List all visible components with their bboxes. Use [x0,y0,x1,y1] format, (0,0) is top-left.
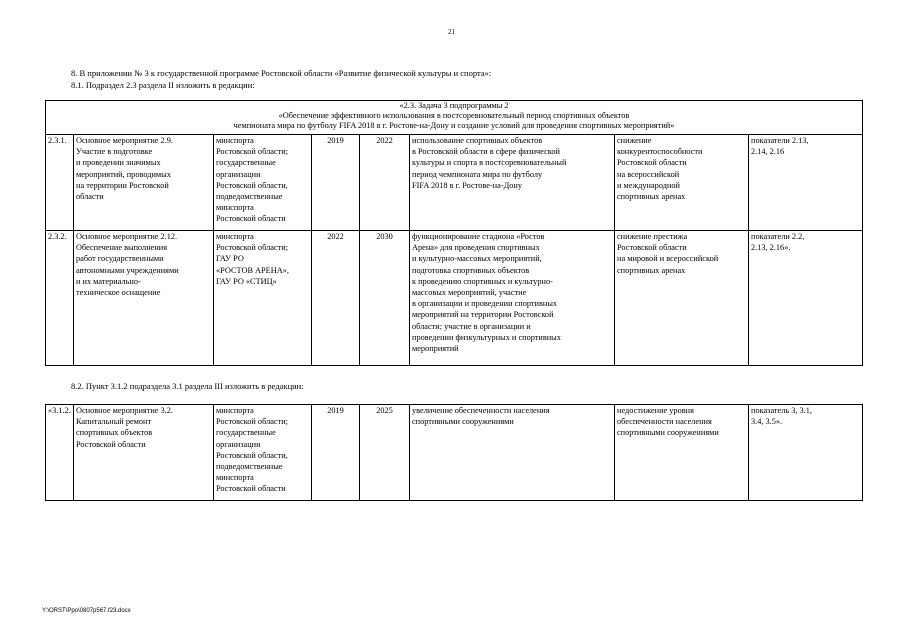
result-cell: использование спортивных объектов в Ростовской области в сфере физической культуры и спорта в постсоревновательный период чемпионата мира по футболу FIFA 2018 в г. Ростове-на-Дону [410,135,615,231]
table-row [46,231,863,366]
table-subsection-2-3 [45,100,863,366]
end-year-cell: 2025 [360,405,410,501]
table-row [46,405,863,501]
row-number: «3.1.2. [46,405,74,501]
indicators-cell: показатели 2.2, 2.13, 2.16». [749,231,863,366]
page-number: 21 [448,28,455,36]
task-title: «2.3. Задача 3 подпрограммы 2 «Обеспечение эффективного использования в постсоревновательный период спортивных объектов чемпионата мира по футболу FIFA 2018 в г. Ростове-на-Дону и создание условий для проведения спортивных мероприятий» [46,101,863,135]
file-path-footer: Y:\ORST\Ppo\0807p567.f23.docx [42,608,131,614]
table-row [46,135,863,231]
executor-cell: минспорта Ростовской области; ГАУ РО «РОСТОВ АРЕНА», ГАУ РО «СТИЦ» [214,231,312,366]
table-title-row [46,101,863,135]
table-item-3-1-2 [45,404,863,501]
consequence-cell: недостижение уровня обеспеченности населения спортивными сооружениями [615,405,749,501]
end-year-cell: 2030 [360,231,410,366]
measure-cell: Основное мероприятие 2.9. Участие в подготовке и проведении значимых мероприятий, проводимых на территории Ростовской области [74,135,214,231]
start-year-cell: 2022 [312,231,360,366]
consequence-cell: снижение престижа Ростовской области на мировой и всероссийской спортивных аренах [615,231,749,366]
indicators-cell: показатель 3, 3.1, 3.4, 3.5». [749,405,863,501]
consequence-cell: снижение конкурентоспособности Ростовской области на всероссийской и международной спортивных аренах [615,135,749,231]
end-year-cell: 2022 [360,135,410,231]
indicators-cell: показатели 2.13, 2.14, 2.16 [749,135,863,231]
measure-cell: Основное мероприятие 3.2. Капитальный ремонт спортивных объектов Ростовской области [74,405,214,501]
start-year-cell: 2019 [312,135,360,231]
row-number: 2.3.2. [46,231,74,366]
paragraph-8: 8. В приложении № 3 к государственной программе Ростовской области «Развитие физической культуры и спорта»: [71,68,492,78]
paragraph-8-1: 8.1. Подраздел 2.3 раздела II изложить в редакции: [71,80,255,90]
row-number: 2.3.1. [46,135,74,231]
executor-cell: минспорта Ростовской области; государственные организации Ростовской области, подведомственные минспорта Ростовской области [214,405,312,501]
executor-cell: минспорта Ростовской области; государственные организации Ростовской области, подведомственные минспорта Ростовской области [214,135,312,231]
result-cell: функционирование стадиона «Ростов Арена» для проведения спортивных и культурно-массовых мероприятий, подготовка спортивных объектов к проведению спортивных и культурно- массовых мероприятий, участие в организации и проведении спортивных мероприятий на территории Ростовской области; участие в организации и проведении физкультурных и спортивных мероприятий [410,231,615,366]
result-cell: увеличение обеспеченности населения спортивными сооружениями [410,405,615,501]
start-year-cell: 2019 [312,405,360,501]
measure-cell: Основное мероприятие 2.12. Обеспечение выполнения работ государственными автономными учреждениями и их материально- техническое оснащение [74,231,214,366]
paragraph-8-2: 8.2. Пункт 3.1.2 подраздела 3.1 раздела III изложить в редакции: [71,381,304,391]
